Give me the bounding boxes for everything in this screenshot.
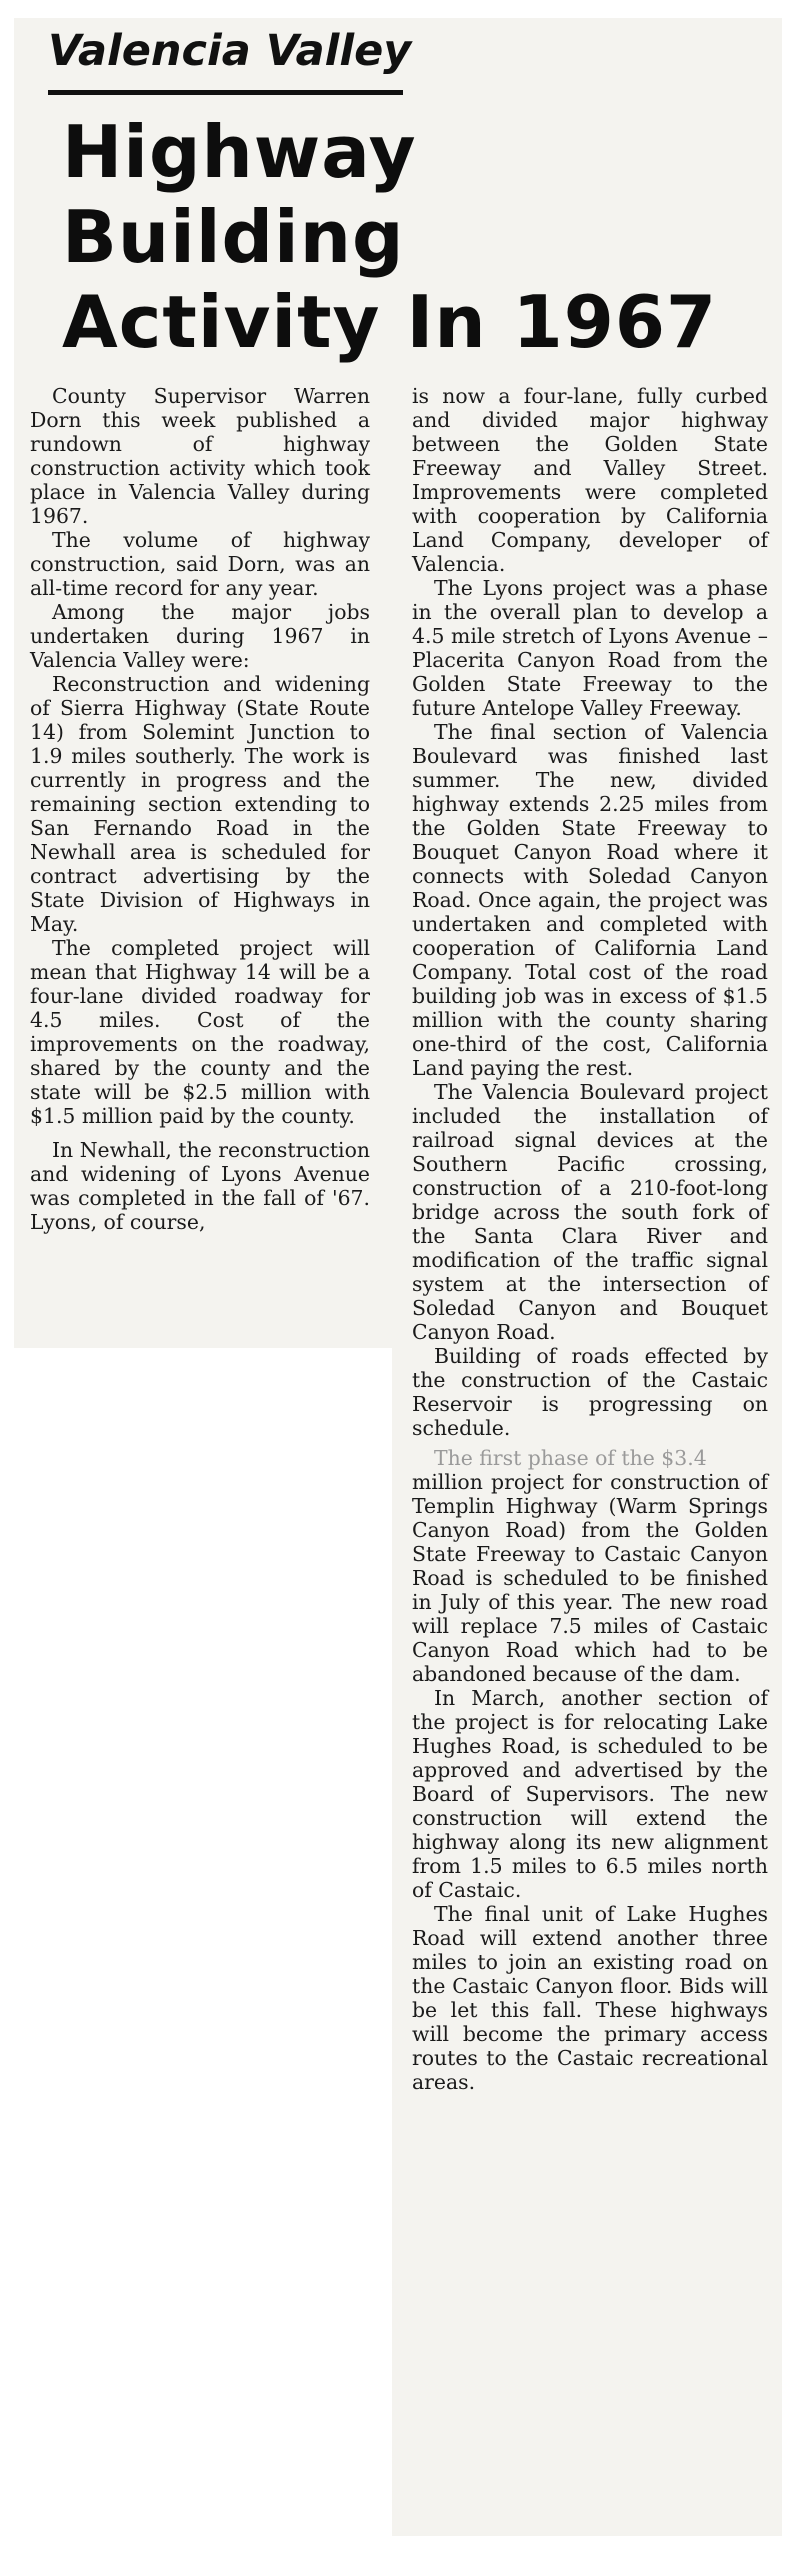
- paragraph-continuation: is now a four-lane, fully curbed and divided major highway between the Golden State Freeway and Valley Street. Improvements were completed with cooperation by California Land Company, developer of Valencia.: [412, 384, 768, 576]
- paragraph: The completed project will mean that Highway 14 will be a four-lane divided roadway for 4.5 miles. Cost of the improvements on the roadway, shared by the county and the state will be $2.5 million with $1.5 million paid by the county.: [30, 936, 370, 1128]
- headline-line-1: Highway Building: [62, 110, 417, 279]
- paragraph: The volume of highway construction, said Dorn, was an all-time record for any year.: [30, 528, 370, 600]
- kicker-underline: [48, 90, 403, 95]
- paragraph: In March, another section of the project is for relocating Lake Hughes Road, is scheduled to be approved and advertised by the Board of Supervisors. The new construction will extend the highway along its new alignment from 1.5 miles to 6.5 miles north of Castaic.: [412, 1686, 768, 1902]
- section-kicker: Valencia Valley: [48, 26, 412, 76]
- paragraph-continuation: million project for construction of Templin Highway (Warm Springs Canyon Road) from the Golden State Freeway to Castaic Canyon Road is scheduled to be finished in July of this year. The new road will replace 7.5 miles of Castaic Canyon Road which had to be abandoned because of the dam.: [412, 1470, 768, 1686]
- paragraph: The Lyons project was a phase in the overall plan to develop a 4.5 mile stretch of Lyons Avenue – Placerita Canyon Road from the Golden State Freeway to the future Antelope Valley Freeway.: [412, 576, 768, 720]
- paragraph: The Valencia Boulevard project included the installation of railroad signal devices at the Southern Pacific crossing, construction of a 210-foot-long bridge across the south fork of the Santa Clara River and modification of the traffic signal system at the intersection of Soledad Canyon and Bouquet Canyon Road.: [412, 1080, 768, 1344]
- paragraph: The final section of Valencia Boulevard was finished last summer. The new, divided highway extends 2.25 miles from the Golden State Freeway to Bouquet Canyon Road where it connects with Soledad Canyon Road. Once again, the project was undertaken and completed with cooperation of California Land Company. Total cost of the road building job was in excess of $1.5 million with the county sharing one-third of the cost, California Land paying the rest.: [412, 720, 768, 1080]
- paragraph: Among the major jobs undertaken during 1967 in Valencia Valley were:: [30, 600, 370, 672]
- paragraph: The final unit of Lake Hughes Road will extend another three miles to join an existing road on the Castaic Canyon floor. Bids will be let this fall. These highways will become the primary access routes to the Castaic recreational areas.: [412, 1902, 768, 2094]
- paragraph: In Newhall, the reconstruction and widening of Lyons Avenue was completed in the fall of '67. Lyons, of course,: [30, 1138, 370, 1234]
- right-column: [412, 384, 768, 2094]
- paragraph: County Supervisor Warren Dorn this week published a rundown of highway construction activity which took place in Valencia Valley during 1967.: [30, 384, 370, 528]
- torn-line: The first phase of the $3.4: [434, 1446, 707, 1470]
- paragraph: Reconstruction and widening of Sierra Highway (State Route 14) from Solemint Junction to 1.9 miles southerly. The work is currently in progress and the remaining section extending to San Fernando Road in the Newhall area is scheduled for contract advertising by the State Division of Highways in May.: [30, 672, 370, 936]
- left-column: [30, 384, 370, 1234]
- headline-line-2: Activity In 1967: [62, 279, 718, 364]
- headline: [62, 110, 762, 365]
- paragraph: Building of roads effected by the construction of the Castaic Reservoir is progressing on schedule.: [412, 1344, 768, 1440]
